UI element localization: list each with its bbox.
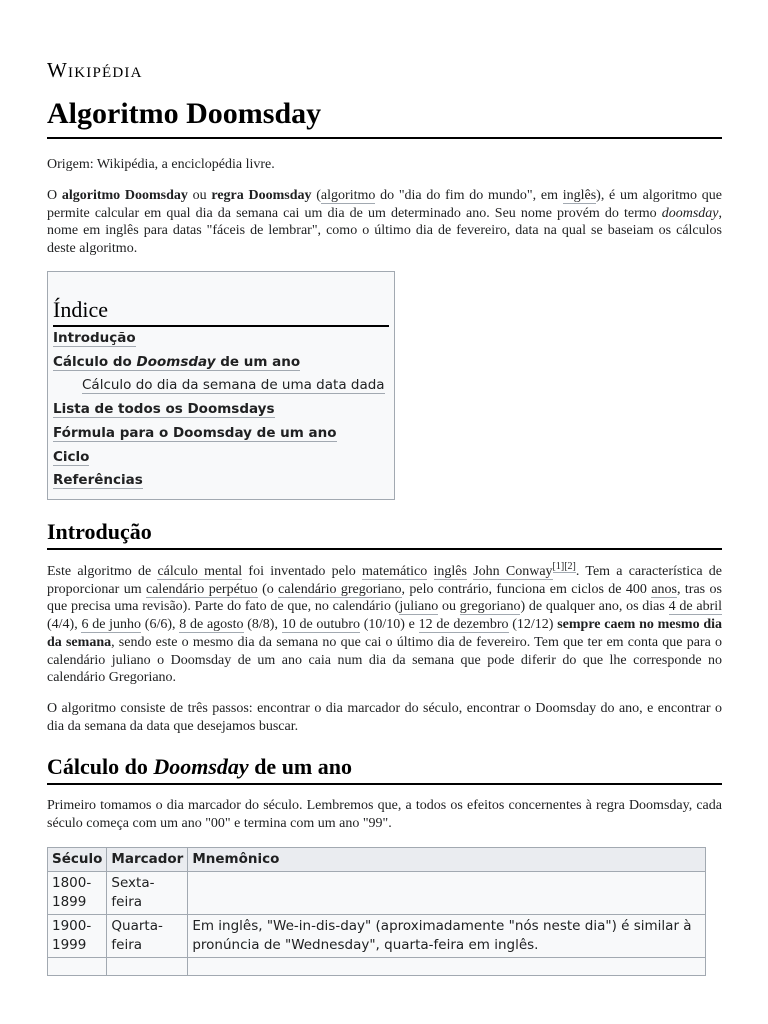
toc-item-lista-doomsdays[interactable] (53, 398, 389, 422)
table-of-contents (47, 271, 395, 500)
italic-term: Doomsday (153, 754, 249, 779)
link-12-de-dezembro[interactable]: 12 de dezembro (418, 617, 509, 633)
link-juliano[interactable]: juliano (399, 599, 439, 615)
calculo-paragraph-1: Primeiro tomamos o dia marcador do século. Lembremos que, a todos os efeitos concernentes à regra Doomsday, cada século começa com um ano "00" e termina com um ano "99". (47, 798, 722, 831)
table-row (48, 915, 706, 958)
table-cell (107, 958, 188, 976)
wikipedia-logo[interactable]: Wikipédia (47, 58, 143, 82)
table-header-cell: Marcador (107, 848, 188, 872)
table-cell: Em inglês, "We-in-dis-day" (aproximadamente "nós neste dia") é similar à pronúncia de "Wednesday", quarta-feira em inglês. (188, 915, 706, 958)
text: de um ano (248, 754, 352, 779)
link-4-de-abril[interactable]: 4 de abril (668, 599, 723, 615)
toc-item-referencias[interactable] (53, 469, 389, 493)
bold-term: regra Doomsday (211, 188, 312, 203)
text: (6/6), (141, 617, 180, 633)
link-ingles[interactable]: inglês (433, 564, 467, 579)
link-10-de-outubro[interactable]: 10 de outubro (281, 617, 360, 633)
table-header-cell: Século (48, 848, 107, 872)
text: (4/4), (47, 617, 82, 633)
reference-1[interactable] (553, 561, 565, 573)
table-row (48, 958, 706, 976)
intro-paragraph (47, 187, 722, 258)
table-cell (48, 958, 107, 976)
text: foi inventado pelo (242, 564, 362, 579)
text: (12/12) (508, 617, 558, 633)
text: (o (257, 581, 279, 597)
reference-link[interactable]: [2] (564, 561, 576, 573)
text: , pelo contrário, funciona em ciclos de 400 (401, 581, 652, 597)
text: , tras os que precisa uma revisão). Parte do fato de que, no calendário ( (47, 581, 722, 615)
toc-item-ciclo[interactable] (53, 446, 389, 470)
text: ), é um algoritmo que permite calcular em qual dia da semana cai um dia de um determinado ano. Seu nome provém do termo (47, 188, 723, 221)
toc-item-formula[interactable] (53, 422, 389, 446)
text: ou (438, 599, 460, 615)
text (427, 564, 433, 579)
link-8-de-agosto[interactable]: 8 de agosto (179, 617, 244, 633)
link-algoritmo[interactable]: algoritmo (320, 188, 376, 203)
table-row (48, 872, 706, 915)
link-calendario-perpetuo[interactable]: calendário perpétuo (146, 581, 258, 597)
origin-line: Origem: Wikipédia, a enciclopédia livre. (47, 157, 275, 172)
text: de um ano (215, 353, 301, 370)
table-header-cell: Mnemônico (188, 848, 706, 872)
text: do "dia do fim do mundo", em (375, 188, 563, 203)
toc-item-calculo-doomsday[interactable] (53, 351, 389, 375)
toc-item-label: Cálculo do dia da semana de uma data dada (82, 377, 385, 394)
section-heading-introducao: Introdução (47, 518, 722, 550)
toc-item-calculo-dia-semana[interactable] (53, 374, 389, 398)
text: Cálculo do (47, 754, 154, 779)
table-cell: 1900-1999 (48, 915, 107, 958)
text: , sendo este o mesmo dia da semana no que cai o último dia de fevereiro. Tem que ter em conta que para o calendário juliano o Doomsday de um ano caia num dia da semana que pode diferir do que lhe corresponde no calendário Gregoriano. (47, 634, 722, 686)
bold-term: algoritmo Doomsday (61, 188, 188, 203)
text: Cálculo do (53, 353, 137, 370)
text: ou (187, 188, 212, 203)
toc-list (53, 327, 389, 493)
toc-item-introducao[interactable] (53, 327, 389, 351)
toc-item-label: Fórmula para o Doomsday de um ano (53, 424, 337, 441)
table-cell (188, 958, 706, 976)
text: (8/8), (243, 617, 282, 633)
toc-item-label: Lista de todos os Doomsdays (53, 401, 275, 418)
link-john-conway[interactable]: John Conway (473, 564, 553, 579)
introducao-paragraph-2: O algoritmo consiste de três passos: encontrar o dia marcador do século, encontrar o Doomsday do ano, e encontrar o dia da semana da data que desejamos buscar. (47, 701, 722, 734)
reference-2[interactable] (564, 561, 576, 573)
text: , nome em inglês para datas "fáceis de lembrar", como o último dia de fevereiro, data na qual se baseiam os cálculos deste algoritmo. (47, 205, 722, 257)
italic-term: Doomsday (136, 353, 216, 370)
link-6-de-junho[interactable]: 6 de junho (81, 617, 142, 633)
bold-term: sempre caem no mesmo dia da semana (47, 617, 723, 650)
table-cell: Sexta-feira (107, 872, 188, 915)
toc-item-label: Introdução (53, 330, 136, 346)
table-cell: Quarta-feira (107, 915, 188, 958)
toc-title: Índice (53, 296, 389, 327)
table-header-row (48, 848, 706, 872)
text: (10/10) e (359, 617, 419, 633)
text: O (47, 188, 62, 203)
link-matematico[interactable]: matemático (361, 564, 428, 579)
text: ( (311, 188, 321, 203)
link-ingles[interactable]: inglês (562, 188, 597, 203)
text: . Tem a característica de proporcionar um (47, 564, 722, 597)
italic-term: doomsday (661, 205, 719, 221)
page-title: Algoritmo Doomsday (47, 96, 722, 139)
introducao-paragraph-1 (47, 563, 722, 687)
table-cell (188, 872, 706, 915)
toc-item-label (53, 354, 300, 371)
text: ) de qualquer ano, os dias (520, 599, 669, 615)
link-calendario-gregoriano[interactable]: calendário gregoriano (278, 581, 402, 597)
link-calculo-mental[interactable]: cálculo mental (157, 564, 243, 579)
link-anos[interactable]: anos (651, 581, 677, 597)
link-gregoriano[interactable]: gregoriano (459, 599, 521, 615)
section-heading-calculo (47, 753, 722, 785)
text: Este algoritmo de (47, 564, 158, 579)
century-marker-table (47, 847, 706, 976)
toc-item-label: Ciclo (53, 448, 90, 465)
table-cell: 1800-1899 (48, 872, 107, 915)
toc-item-label: Referências (53, 472, 143, 489)
reference-link[interactable]: [1] (552, 561, 565, 573)
